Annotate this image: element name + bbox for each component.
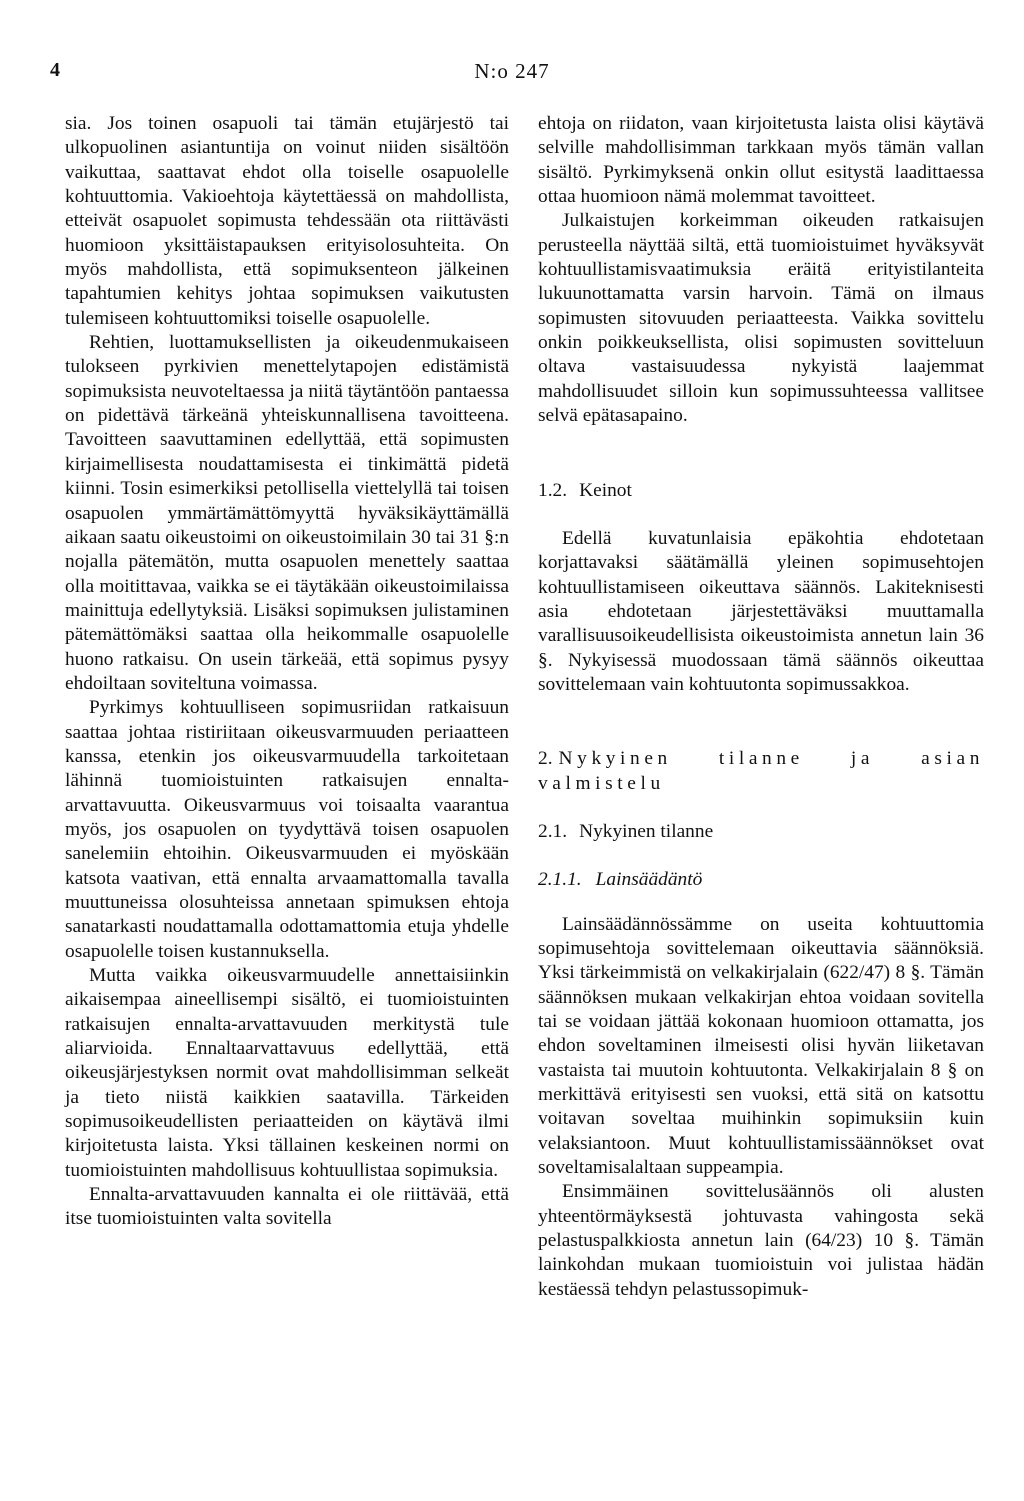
section-title: Lainsäädäntö [595, 869, 703, 891]
section-title: Keinot [579, 480, 632, 502]
section-title: Nykyinen tilanne ja asian valmistelu [538, 748, 984, 794]
section-heading-1-2 [538, 479, 984, 503]
section-number: 2.1. [538, 820, 568, 842]
paragraph: Edellä kuvatunlaisia epäkohtia ehdotetaan korjattavaksi säätämällä yleinen sopimusehtojen kohtuullistamiseen oikeuttava säännös. Lakiteknisesti asia ehdotetaan järjestettäväksi muuttamalla varallisuusoikeudellisista oikeustoimista annetun lain 36 §. Nykyisessä muodossaan tämä säännös oikeuttaa sovittelemaan vain kohtuutonta sopimussakkoa. [538, 527, 984, 695]
section-heading-2-1-1 [538, 868, 984, 892]
section-number: 2.1.1. [538, 869, 582, 891]
section-heading-2-1 [538, 820, 984, 844]
paragraph: Lainsäädännössämme on useita kohtuuttomia sopimusehtoja sovittelemaan oikeuttavia säännöksiä. Yksi tärkeimmistä on velkakirjalain (622/47) 8 §. Tämän säännöksen mukaan velkakirjan ehtoa voidaan sovitella tai se voidaan jättää kokonaan huomioon ottamatta, jos ehdon soveltaminen ilmeisesti olisi hyvän liiketavan vastaista tai muutoin kohtuutonta. Velkakirjalain 8 § on merkittävä erityisesti sen vuoksi, että sitä on katsottu voitavan soveltaa muihinkin sopimuksiin kuin velaksiantoon. Muut kohtuullistamissäännökset ovat soveltamisalaltaan suppeampia. [538, 913, 984, 1179]
paragraph: Ensimmäinen sovittelusäännös oli alusten yhteentörmäyksestä johtuvasta vahingosta sekä pelastuspalkkiosta annetun lain (64/23) 10 §. Tämän lainkohdan mukaan tuomioistuin voi julistaa hädän kestäessä tehdyn pelastussopimuk- [538, 1181, 984, 1300]
section-number: 1.2. [538, 480, 568, 502]
right-column [538, 112, 984, 1302]
paragraph: Mutta vaikka oikeusvarmuudelle annettaisiinkin aikaisempaa aineellisempi sisältö, ei tuomioistuinten ratkaisujen ennalta-arvattavuuden merkitystä tule aliarvioida. Ennaltaarvattavuus edellyttää, että oikeusjärjestyksen normit ovat mahdollisimman selkeät ja tieto niistä kaikkien saatavilla. Tärkeiden sopimusoikeudellisten periaatteiden on käytävä ilmi kirjoitetusta laista. Yksi tällainen keskeinen normi on tuomioistuinten mahdollisuus kohtuullistaa sopimuksia. [65, 965, 509, 1181]
left-column [65, 112, 509, 1232]
paragraph: Julkaistujen korkeimman oikeuden ratkaisujen perusteella näyttää siltä, että tuomioistuimet hyväksyvät kohtuullistamisvaatimuksia eräitä erityistilanteita lukuunottamatta varsin harvoin. Tämä on ilmaus sopimusten sitovuuden periaatteesta. Vaikka sovittelu onkin poikkeuksellista, olisi sopimusten sovitteluun oltava vastaisuudessa nykyistä laajemmat mahdollisuudet silloin kun sopimussuhteessa vallitsee selvä epätasapaino. [538, 210, 984, 427]
section-heading-2 [538, 747, 984, 796]
paragraph: Pyrkimys kohtuulliseen sopimusriidan ratkaisuun saattaa johtaa ristiriitaan oikeusvarmuuden periaatteen kanssa, etenkin jos oikeusvarmuudella tarkoitetaan lähinnä tuomioistuinten ratkaisujen ennalta-arvattavuutta. Oikeusvarmuus voi toisaalta vaarantua myös, jos osapuolen on tyydyttävä toisen osapuolen sanelemiin ehtoihin. Oikeusvarmuuden ei myöskään katsota vaativan, että ennalta arvaamattomalla tavalla muuttuneissa olosuhteissa annetaan spimuksen ehtoja sanatarkasti noudattamalla odottamattomia etuja yhdelle osapuolelle toisen kustannuksella. [65, 697, 509, 962]
paragraph: Rehtien, luottamuksellisten ja oikeudenmukaiseen tulokseen pyrkivien menettelytapojen edistämistä sopimuksista neuvoteltaessa ja niitä täytäntöön pantaessa on pidettävä tärkeänä yhteiskunnallisena tavoitteena. Tavoitteen saavuttaminen edellyttää, että sopimusten kirjaimellisesta noudattamisesta ei tinkimättä pidetä kiinni. Tosin esimerkiksi petollisella viettelyllä tai toisen osapuolen ymmärtämättömyyttä hyväksikäyttämällä aikaan saatu oikeustoimi on oikeustoimilain 30 tai 31 §:n nojalla pätemätön, mutta osapuolen menettely saattaa olla moitittavaa, vaikka se ei täytäkään oikeustoimilaissa mainittuja edellytyksiä. Lisäksi sopimuksen julistaminen pätemättömäksi saattaa olla heikommalle osapuolelle huono ratkaisu. On usein tärkeää, että sopimus pysyy ehdoiltaan soviteltuna voimassa. [65, 332, 509, 694]
document-id: N:o 247 [474, 59, 550, 83]
page-number: 4 [50, 59, 61, 81]
section-title: Nykyinen tilanne [579, 820, 714, 842]
paragraph: Ennalta-arvattavuuden kannalta ei ole riittävää, että itse tuomioistuinten valta sovitella [65, 1184, 509, 1230]
section-number: 2. [538, 748, 553, 770]
paragraph: ehtoja on riidaton, vaan kirjoitetusta laista olisi käytävä selville mahdollisimman tarkkaan myös tämän vallan sisältö. Pyrkimyksenä onkin ollut esitystä laadittaessa ottaa huomioon nämä molemmat tavoitteet. [538, 113, 984, 208]
paragraph: sia. Jos toinen osapuoli tai tämän etujärjestö tai ulkopuolinen asiantuntija on voinut niiden sisältöön vaikuttaa, saattavat ehdot olla toiselle osapuolelle kohtuuttomia. Vakioehtoja käytettäessä on mahdollista, etteivät osapuolet sopimusta tehdessään ota riittävästi huomioon yksittäistapauksen erityisolosuhteita. On myös mahdollista, että sopimuksenteon jälkeinen tapahtumien kehitys johtaa sopimuksen vaikutusten tulemiseen kohtuuttomiksi toiselle osapuolelle. [65, 113, 509, 329]
